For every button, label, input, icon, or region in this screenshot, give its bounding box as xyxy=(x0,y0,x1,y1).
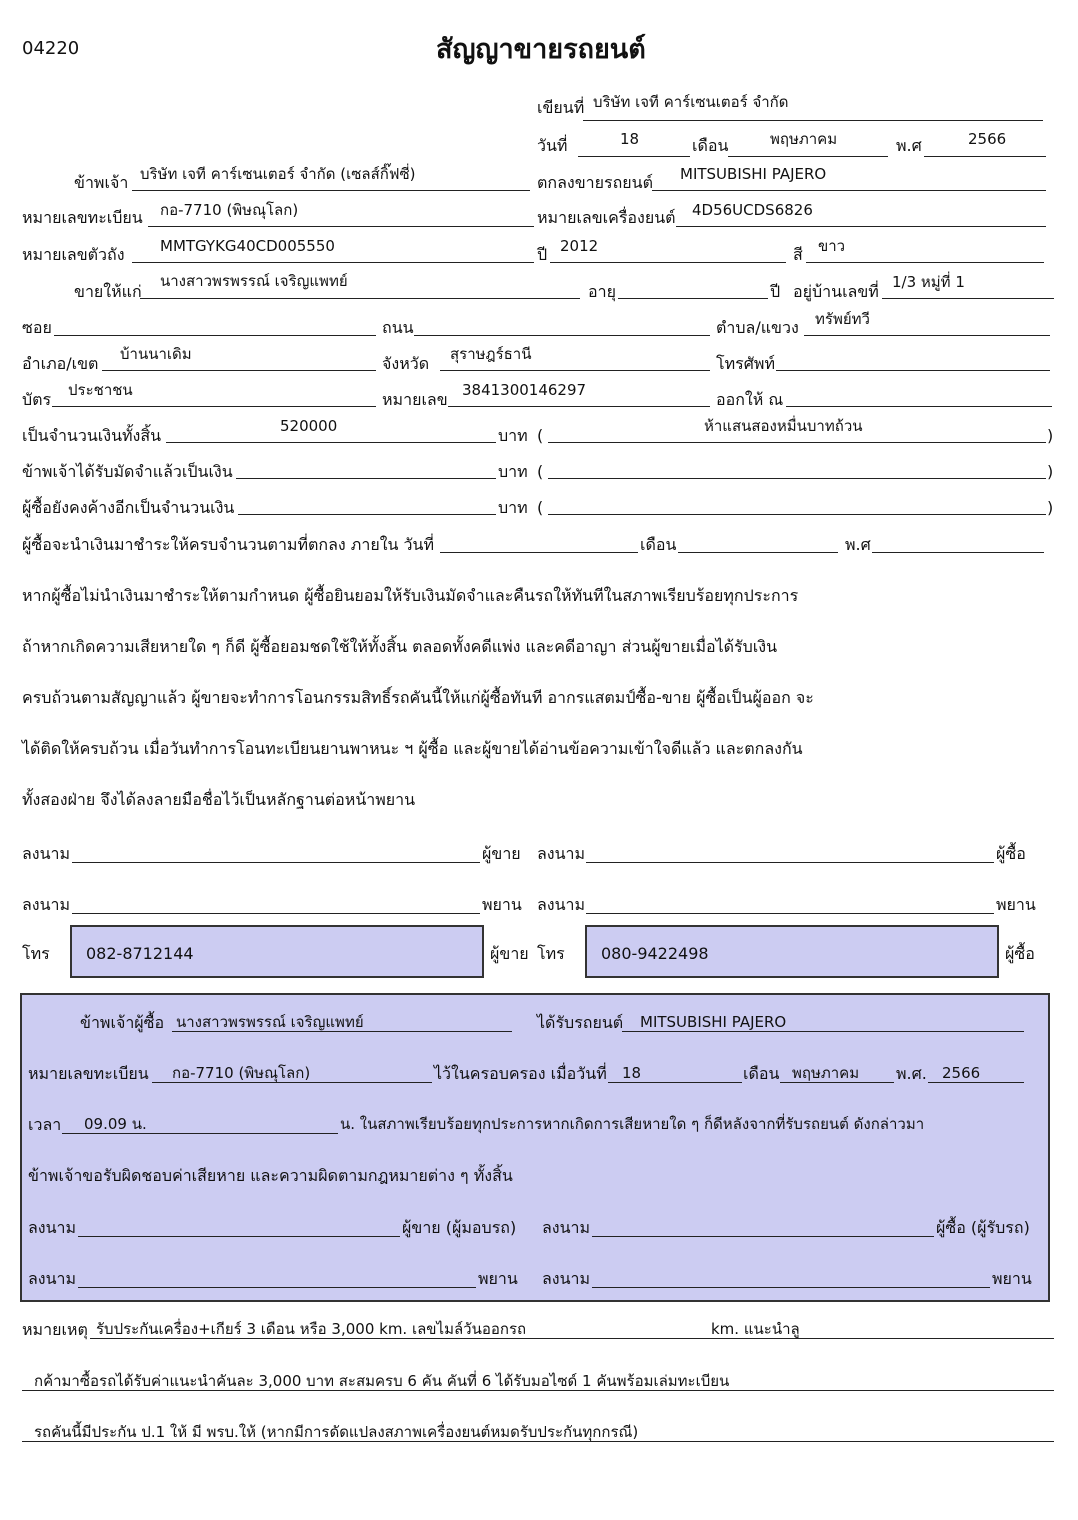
total-value: 520000 xyxy=(280,417,338,435)
receipt-buyer-label: ข้าพเจ้าผู้ซื้อ xyxy=(80,1013,165,1032)
date-month-value: พฤษภาคม xyxy=(770,130,838,148)
phone-label: โทรศัพท์ xyxy=(716,354,775,373)
receipt-month-value: พฤษภาคม xyxy=(792,1064,860,1082)
road-label: ถนน xyxy=(382,318,414,337)
receipt-seller-sign-role: ผู้ขาย (ผู้มอบรถ) xyxy=(402,1218,517,1237)
engine-no-value: 4D56UCDS6826 xyxy=(692,201,813,219)
chassis-value: MMTGYKG40CD005550 xyxy=(160,237,335,255)
receipt-liability: ข้าพเจ้าขอรับผิดชอบค่าเสียหาย และความผิดตามกฎหมายต่าง ๆ ทั้งสิ้น xyxy=(28,1166,513,1185)
remaining-line xyxy=(238,514,496,515)
notes-label: หมายเหตุ xyxy=(22,1320,88,1339)
receipt-buyer-line xyxy=(172,1031,512,1032)
witness1-sign-label: ลงนาม xyxy=(22,895,71,914)
buyer-house-label: อยู่บ้านเลขที่ xyxy=(793,282,879,301)
buyer-age-line xyxy=(618,298,768,299)
engine-no-line xyxy=(676,226,1046,227)
id-card-type: ประชาชน xyxy=(68,381,133,399)
receipt-panel xyxy=(20,993,1050,1302)
year-model-line xyxy=(550,262,786,263)
registration-label: หมายเลขทะเบียน xyxy=(22,208,143,227)
color-label: สี xyxy=(793,245,803,264)
buyer-phone-box xyxy=(585,925,999,978)
date-day-value: 18 xyxy=(620,130,640,148)
chassis-label: หมายเลขตัวถัง xyxy=(22,245,125,264)
terms-line: ถ้าหากเกิดความเสียหายใด ๆ ก็ดี ผู้ซื้อยอมชดใช้ให้ทั้งสิ้น ตลอดทั้งคดีแพ่ง และคดีอาญา ส่วนผู้ขายเมื่อได้รับเงิน xyxy=(22,637,778,656)
soi-line xyxy=(54,335,376,336)
buyer-phone-value: 080-9422498 xyxy=(601,944,709,963)
receipt-time-line xyxy=(62,1133,338,1134)
receipt-buyer-sign-label: ลงนาม xyxy=(542,1218,591,1237)
subdistrict-line xyxy=(804,335,1050,336)
receipt-witness1-role: พยาน xyxy=(478,1269,518,1288)
pay-by-day-line xyxy=(440,552,638,553)
total-label: เป็นจำนวนเงินทั้งสิ้น xyxy=(22,426,162,445)
notes-line1-unit: km. แนะนำลู xyxy=(711,1320,800,1338)
buyer-house-line xyxy=(882,298,1054,299)
receipt-car-line xyxy=(622,1031,1024,1032)
buyer-phone-role: ผู้ซื้อ xyxy=(1005,944,1035,963)
receipt-reg-value: กอ-7710 (พิษณุโลก) xyxy=(172,1064,311,1082)
pay-by-month-line xyxy=(678,552,838,553)
seller-phone-box xyxy=(70,925,484,978)
date-year-label: พ.ศ xyxy=(896,136,922,155)
buyer-age-unit: ปี xyxy=(770,282,781,301)
deposit-text-line xyxy=(548,478,1046,479)
soi-label: ซอย xyxy=(22,318,52,337)
buyer-sign-line[interactable] xyxy=(586,862,994,863)
receipt-month-line xyxy=(780,1082,894,1083)
receipt-buyer-sign-role: ผู้ซื้อ (ผู้รับรถ) xyxy=(936,1218,1030,1237)
id-issued-label: ออกให้ ณ xyxy=(716,390,784,409)
date-day-line xyxy=(578,156,690,157)
remaining-label: ผู้ซื้อยังคงค้างอีกเป็นจำนวนเงิน xyxy=(22,498,235,517)
province-line xyxy=(440,370,710,371)
terms-line: ได้ติดให้ครบถ้วน เมื่อวันทำการโอนทะเบียนยานพาหนะ ฯ ผู้ซื้อ และผู้ขายได้อ่านข้อความเข้าใจดีแล้ว และตกลงกัน xyxy=(22,739,803,758)
receipt-time-value: 09.09 น. xyxy=(84,1115,147,1133)
pay-by-year-label: พ.ศ xyxy=(845,535,871,554)
pay-by-year-line xyxy=(872,552,1044,553)
seller-phone-role: ผู้ขาย xyxy=(490,944,529,963)
witness1-sign-line[interactable] xyxy=(72,913,480,914)
date-year-value: 2566 xyxy=(968,130,1007,148)
chassis-line xyxy=(132,262,534,263)
phone-line xyxy=(776,370,1050,371)
id-number-line xyxy=(448,406,710,407)
buyer-sign-label: ลงนาม xyxy=(537,844,586,863)
notes-line3-rule xyxy=(22,1441,1054,1442)
receipt-seller-sign-label: ลงนาม xyxy=(28,1218,77,1237)
total-baht: บาท xyxy=(498,426,528,445)
road-line xyxy=(414,335,710,336)
receipt-year-value: 2566 xyxy=(942,1064,981,1082)
terms-line: หากผู้ซื้อไม่นำเงินมาชำระให้ตามกำหนด ผู้ซื้อยินยอมให้รับเงินมัดจำและคืนรถให้ทันทีในสภาพเรียบร้อยทุกประการ xyxy=(22,586,799,605)
seller-label: ข้าพเจ้า xyxy=(74,173,129,192)
receipt-seller-sign-line[interactable] xyxy=(78,1236,400,1237)
date-month-label: เดือน xyxy=(692,136,729,155)
date-year-line xyxy=(924,156,1046,157)
engine-no-label: หมายเลขเครื่องยนต์ xyxy=(537,208,676,227)
car-model-value: MITSUBISHI PAJERO xyxy=(680,165,827,183)
buyer-line xyxy=(140,298,580,299)
buyer-age-label: อายุ xyxy=(588,282,616,301)
receipt-month-label: เดือน xyxy=(743,1064,780,1083)
witness1-role: พยาน xyxy=(482,895,522,914)
seller-sign-label: ลงนาม xyxy=(22,844,71,863)
buyer-label: ขายให้แก่ xyxy=(74,282,142,301)
seller-sign-line[interactable] xyxy=(72,862,480,863)
district-value: บ้านนาเดิม xyxy=(120,345,192,363)
notes-line2: กค้ามาซื้อรถได้รับค่าแนะนำคันละ 3,000 บาท สะสมครบ 6 คัน คันที่ 6 ได้รับมอไซด์ 1 คันพร้อมเล่มทะเบียน xyxy=(34,1372,730,1390)
id-number-label: หมายเลข xyxy=(382,390,448,409)
registration-line xyxy=(148,226,534,227)
receipt-buyer-sign-line[interactable] xyxy=(592,1236,934,1237)
date-day-label: วันที่ xyxy=(537,136,568,155)
written-at-line xyxy=(583,120,1043,121)
id-issued-line xyxy=(786,406,1052,407)
remaining-close-paren: ) xyxy=(1047,498,1054,517)
total-line xyxy=(166,442,496,443)
seller-phone-label: โทร xyxy=(22,944,50,963)
registration-value: กอ-7710 (พิษณุโลก) xyxy=(160,201,299,219)
witness2-role: พยาน xyxy=(996,895,1036,914)
receipt-day-line xyxy=(608,1082,742,1083)
subdistrict-label: ตำบล/แขวง xyxy=(716,318,799,337)
terms-line: ครบถ้วนตามสัญญาแล้ว ผู้ขายจะทำการโอนกรรมสิทธิ์รถคันนี้ให้แก่ผู้ซื้อทันที อากรแสตมป์ซื้อ-ขาย ผู้ซื้อเป็นผู้ออก จะ xyxy=(22,688,814,707)
year-model-label: ปี xyxy=(537,245,548,264)
receipt-witness2-label: ลงนาม xyxy=(542,1269,591,1288)
seller-value: บริษัท เจที คาร์เซนเตอร์ จำกัด (เซลส์กิ๊ฟซี่) xyxy=(140,165,416,183)
notes-line1: รับประกันเครื่อง+เกียร์ 3 เดือน หรือ 3,000 km. เลขไมล์วันออกรถ xyxy=(96,1320,527,1338)
remaining-baht: บาท xyxy=(498,498,528,517)
receipt-reg-line xyxy=(152,1082,432,1083)
witness2-sign-line[interactable] xyxy=(586,913,994,914)
seller-sign-role: ผู้ขาย xyxy=(482,844,521,863)
year-model-value: 2012 xyxy=(560,237,599,255)
total-text-line xyxy=(548,442,1046,443)
witness2-sign-label: ลงนาม xyxy=(537,895,586,914)
seller-line xyxy=(132,190,530,191)
id-number-value: 3841300146297 xyxy=(462,381,587,399)
receipt-year-label: พ.ศ. xyxy=(896,1064,927,1083)
total-close-paren: ) xyxy=(1047,426,1054,445)
notes-line2-rule xyxy=(22,1390,1054,1391)
buyer-sign-role: ผู้ซื้อ xyxy=(996,844,1026,863)
receipt-witness1-label: ลงนาม xyxy=(28,1269,77,1288)
pay-by-label: ผู้ซื้อจะนำเงินมาชำระให้ครบจำนวนตามที่ตกลง ภายใน วันที่ xyxy=(22,535,435,554)
receipt-possession-label: ไว้ในครอบครอง เมื่อวันที่ xyxy=(434,1064,607,1083)
buyer-value: นางสาวพรพรรณ์ เจริญแพทย์ xyxy=(160,272,348,290)
receipt-time-suffix: น. ในสภาพเรียบร้อยทุกประการหากเกิดการเสียหายใด ๆ ก็ดีหลังจากที่รับรถยนต์ ดังกล่าวมา xyxy=(340,1115,925,1133)
deposit-label: ข้าพเจ้าได้รับมัดจำแล้วเป็นเงิน xyxy=(22,462,233,481)
car-model-line xyxy=(652,190,1046,191)
receipt-time-label: เวลา xyxy=(28,1115,62,1134)
page-title: สัญญาขายรถยนต์ xyxy=(436,34,646,65)
province-label: จังหวัด xyxy=(382,354,430,373)
deposit-line xyxy=(236,478,496,479)
buyer-house-value: 1/3 หมู่ที่ 1 xyxy=(892,273,965,291)
receipt-witness1-line[interactable] xyxy=(78,1287,476,1288)
receipt-car-value: MITSUBISHI PAJERO xyxy=(640,1013,787,1031)
receipt-witness2-role: พยาน xyxy=(992,1269,1032,1288)
receipt-reg-label: หมายเลขทะเบียน xyxy=(28,1064,149,1083)
total-text: ห้าแสนสองหมื่นบาทถ้วน xyxy=(704,417,863,435)
notes-line3: รถคันนี้มีประกัน ป.1 ให้ มี พรบ.ให้ (หากมีการดัดแปลงสภาพเครื่องยนต์หมดรับประกันทุกกรณี) xyxy=(34,1423,639,1441)
car-model-label: ตกลงขายรถยนต์ xyxy=(537,173,653,192)
color-value: ขาว xyxy=(818,237,846,255)
color-line xyxy=(806,262,1044,263)
total-open-paren: ( xyxy=(537,426,544,445)
district-line xyxy=(102,370,376,371)
id-card-type-line xyxy=(52,406,376,407)
subdistrict-value: ทรัพย์ทวี xyxy=(815,310,870,328)
pay-by-month-label: เดือน xyxy=(640,535,677,554)
deposit-baht: บาท xyxy=(498,462,528,481)
remaining-open-paren: ( xyxy=(537,498,544,517)
terms-line: ทั้งสองฝ่าย จึงได้ลงลายมือชื่อไว้เป็นหลักฐานต่อหน้าพยาน xyxy=(22,790,416,809)
province-value: สุราษฎร์ธานี xyxy=(450,345,532,363)
deposit-open-paren: ( xyxy=(537,462,544,481)
remaining-text-line xyxy=(548,514,1046,515)
buyer-phone-label: โทร xyxy=(537,944,565,963)
id-card-label: บัตร xyxy=(22,390,52,409)
seller-phone-value: 082-8712144 xyxy=(86,944,194,963)
date-month-line xyxy=(728,156,888,157)
receipt-year-line xyxy=(928,1082,1024,1083)
document-number: 04220 xyxy=(22,38,80,59)
written-at-value: บริษัท เจที คาร์เซนเตอร์ จำกัด xyxy=(593,93,789,111)
receipt-day-value: 18 xyxy=(622,1064,642,1082)
written-at-label: เขียนที่ xyxy=(537,98,585,117)
notes-line1-rule xyxy=(90,1338,1054,1339)
receipt-received-label: ได้รับรถยนต์ xyxy=(537,1013,624,1032)
receipt-buyer-value: นางสาวพรพรรณ์ เจริญแพทย์ xyxy=(176,1013,364,1031)
district-label: อำเภอ/เขต xyxy=(22,354,99,373)
deposit-close-paren: ) xyxy=(1047,462,1054,481)
receipt-witness2-line[interactable] xyxy=(592,1287,990,1288)
